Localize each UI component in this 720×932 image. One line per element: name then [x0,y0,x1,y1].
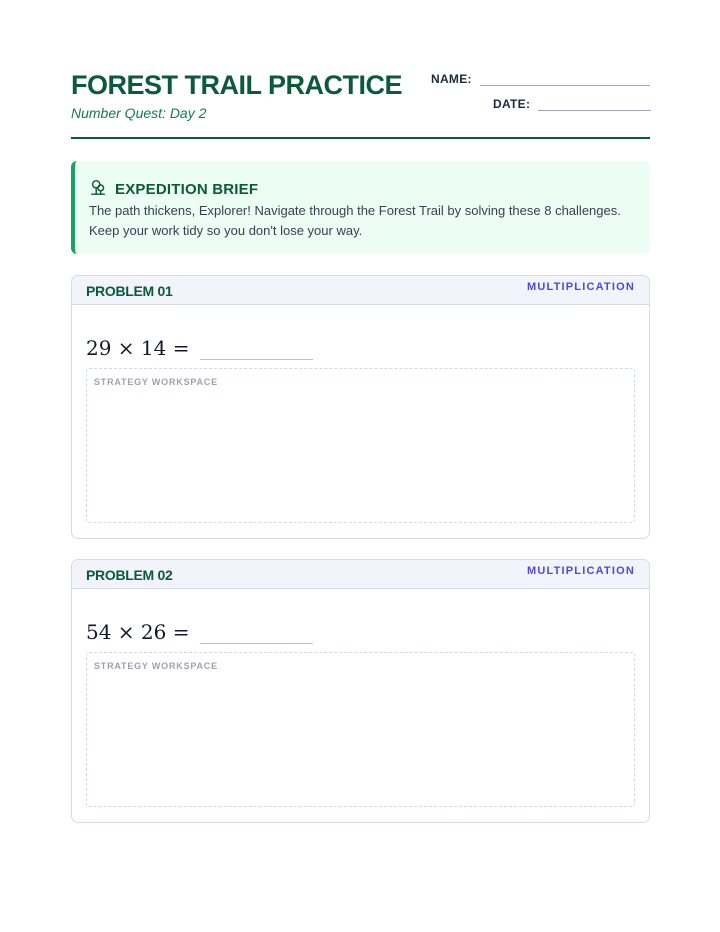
problem-expression-row [86,336,313,360]
date-label: DATE: [493,97,531,111]
answer-line[interactable] [200,342,313,360]
name-input-line[interactable] [480,74,650,86]
problem-header [72,560,649,589]
problem-type: MULTIPLICATION [526,565,635,577]
answer-line[interactable] [200,626,313,644]
strategy-workspace[interactable] [86,368,635,523]
name-field[interactable] [431,72,650,86]
problem-number: PROBLEM 01 [86,283,173,299]
worksheet-header [71,0,650,140]
problem-expression: 54 × 26 = [86,620,190,644]
brief-title: EXPEDITION BRIEF [115,181,259,198]
brief-text: The path thickens, Explorer! Navigate through the Forest Trail by solving these 8 challenges. Keep your work tidy so you don't lose your way. [89,203,621,238]
brief-heading [89,178,258,201]
problem-expression-row [86,620,313,644]
problem-card [71,559,650,823]
problem-expression: 29 × 14 = [86,336,190,360]
tree-icon [89,178,107,201]
date-input-line[interactable] [538,99,651,111]
header-divider [71,137,650,139]
page-subtitle: Number Quest: Day 2 [71,105,207,121]
workspace-label: STRATEGY WORKSPACE [94,377,218,387]
workspace-label: STRATEGY WORKSPACE [94,661,218,671]
expedition-brief [71,161,650,254]
page-title: FOREST TRAIL PRACTICE [71,70,403,100]
date-field[interactable] [493,97,651,111]
problem-number: PROBLEM 02 [86,567,173,583]
strategy-workspace[interactable] [86,652,635,807]
problem-type: MULTIPLICATION [526,281,635,293]
problem-header [72,276,649,305]
name-label: NAME: [431,72,472,86]
problem-card [71,275,650,539]
